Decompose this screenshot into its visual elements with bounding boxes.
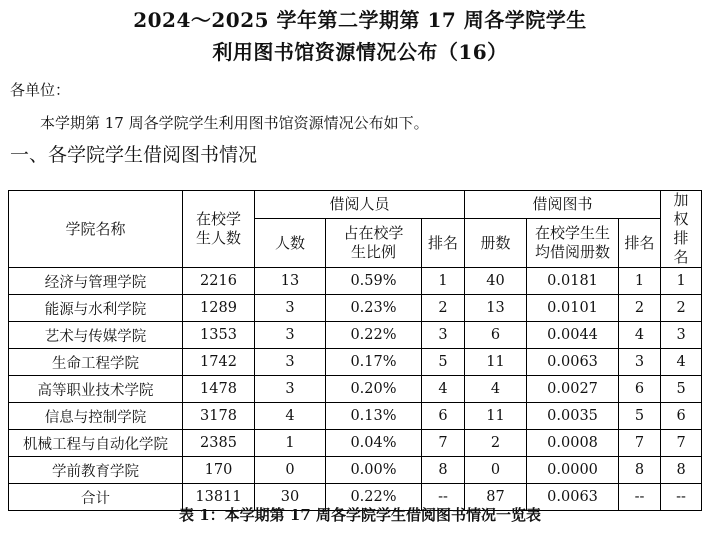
borrowing-stats-table (8, 190, 702, 511)
cell-books: 13 (465, 295, 527, 322)
cell-rank-borrowers: 1 (422, 268, 465, 295)
cell-weighted-rank: 7 (661, 430, 702, 457)
cell-rank-books: 4 (619, 322, 661, 349)
cell-books: 4 (465, 376, 527, 403)
table-row (9, 376, 702, 403)
cell-total-books: 87 (465, 484, 527, 511)
cell-students: 1289 (183, 295, 255, 322)
table-row (9, 457, 702, 484)
cell-books: 6 (465, 322, 527, 349)
cell-college: 艺术与传媒学院 (9, 322, 183, 349)
cell-total-rank-books: -- (619, 484, 661, 511)
header-borrowers-group: 借阅人员 (255, 191, 465, 219)
cell-per-capita: 0.0008 (527, 430, 619, 457)
cell-per-capita: 0.0181 (527, 268, 619, 295)
cell-total-ratio: 0.22% (326, 484, 422, 511)
header-per-capita: 在校学生生均借阅册数 (527, 219, 619, 268)
cell-weighted-rank: 2 (661, 295, 702, 322)
cell-college: 高等职业技术学院 (9, 376, 183, 403)
header-ratio: 占在校学生比例 (326, 219, 422, 268)
table-row (9, 295, 702, 322)
section-heading: 一、各学院学生借阅图书情况 (10, 144, 258, 166)
header-books: 册数 (465, 219, 527, 268)
cell-college: 信息与控制学院 (9, 403, 183, 430)
cell-total-per-capita: 0.0063 (527, 484, 619, 511)
cell-ratio: 0.20% (326, 376, 422, 403)
cell-ratio: 0.22% (326, 322, 422, 349)
table-row (9, 403, 702, 430)
cell-people: 3 (255, 322, 326, 349)
cell-per-capita: 0.0063 (527, 349, 619, 376)
cell-college: 能源与水利学院 (9, 295, 183, 322)
cell-college: 经济与管理学院 (9, 268, 183, 295)
cell-rank-borrowers: 3 (422, 322, 465, 349)
cell-books: 40 (465, 268, 527, 295)
cell-rank-borrowers: 6 (422, 403, 465, 430)
cell-students: 2385 (183, 430, 255, 457)
cell-ratio: 0.17% (326, 349, 422, 376)
cell-people: 3 (255, 295, 326, 322)
cell-rank-borrowers: 2 (422, 295, 465, 322)
cell-ratio: 0.23% (326, 295, 422, 322)
document-title-line2: 利用图书馆资源情况公布（16） (212, 40, 508, 64)
cell-rank-books: 3 (619, 349, 661, 376)
cell-students: 1478 (183, 376, 255, 403)
cell-weighted-rank: 6 (661, 403, 702, 430)
cell-students: 1742 (183, 349, 255, 376)
cell-college: 学前教育学院 (9, 457, 183, 484)
cell-rank-books: 6 (619, 376, 661, 403)
cell-rank-books: 5 (619, 403, 661, 430)
table-caption: 表 1：本学期第 17 周各学院学生借阅图书情况一览表 (179, 506, 541, 524)
intro-paragraph: 本学期第 17 周各学院学生利用图书馆资源情况公布如下。 (40, 114, 429, 132)
cell-people: 4 (255, 403, 326, 430)
header-college-name: 学院名称 (9, 191, 183, 268)
cell-people: 1 (255, 430, 326, 457)
cell-ratio: 0.00% (326, 457, 422, 484)
cell-people: 13 (255, 268, 326, 295)
header-rank-books: 排名 (619, 219, 661, 268)
cell-weighted-rank: 1 (661, 268, 702, 295)
cell-students: 1353 (183, 322, 255, 349)
cell-students: 2216 (183, 268, 255, 295)
cell-college: 机械工程与自动化学院 (9, 430, 183, 457)
cell-rank-borrowers: 7 (422, 430, 465, 457)
cell-rank-borrowers: 8 (422, 457, 465, 484)
cell-students: 3178 (183, 403, 255, 430)
cell-ratio: 0.13% (326, 403, 422, 430)
cell-books: 0 (465, 457, 527, 484)
table-row (9, 349, 702, 376)
cell-per-capita: 0.0044 (527, 322, 619, 349)
cell-total-students: 13811 (183, 484, 255, 511)
header-rank-borrowers: 排名 (422, 219, 465, 268)
header-student-count: 在校学生人数 (183, 191, 255, 268)
cell-rank-borrowers: 5 (422, 349, 465, 376)
cell-people: 0 (255, 457, 326, 484)
cell-per-capita: 0.0027 (527, 376, 619, 403)
cell-rank-borrowers: 4 (422, 376, 465, 403)
cell-per-capita: 0.0035 (527, 403, 619, 430)
cell-total-people: 30 (255, 484, 326, 511)
cell-books: 2 (465, 430, 527, 457)
cell-total-weighted-rank: -- (661, 484, 702, 511)
cell-people: 3 (255, 376, 326, 403)
cell-total-rank-borrowers: -- (422, 484, 465, 511)
document-title-line1: 2024～2025 学年第二学期第 17 周各学院学生 (133, 8, 587, 32)
header-books-group: 借阅图书 (465, 191, 661, 219)
cell-total-label: 合计 (9, 484, 183, 511)
cell-rank-books: 1 (619, 268, 661, 295)
table-row (9, 322, 702, 349)
cell-per-capita: 0.0000 (527, 457, 619, 484)
header-people: 人数 (255, 219, 326, 268)
cell-weighted-rank: 5 (661, 376, 702, 403)
cell-per-capita: 0.0101 (527, 295, 619, 322)
cell-books: 11 (465, 403, 527, 430)
cell-weighted-rank: 4 (661, 349, 702, 376)
table-row (9, 268, 702, 295)
cell-weighted-rank: 3 (661, 322, 702, 349)
cell-ratio: 0.59% (326, 268, 422, 295)
header-weighted-rank: 加权排名 (661, 191, 702, 268)
cell-rank-books: 8 (619, 457, 661, 484)
cell-ratio: 0.04% (326, 430, 422, 457)
cell-rank-books: 2 (619, 295, 661, 322)
cell-students: 170 (183, 457, 255, 484)
cell-college: 生命工程学院 (9, 349, 183, 376)
table-row (9, 430, 702, 457)
salutation: 各单位： (10, 81, 71, 99)
cell-rank-books: 7 (619, 430, 661, 457)
cell-weighted-rank: 8 (661, 457, 702, 484)
cell-people: 3 (255, 349, 326, 376)
cell-books: 11 (465, 349, 527, 376)
